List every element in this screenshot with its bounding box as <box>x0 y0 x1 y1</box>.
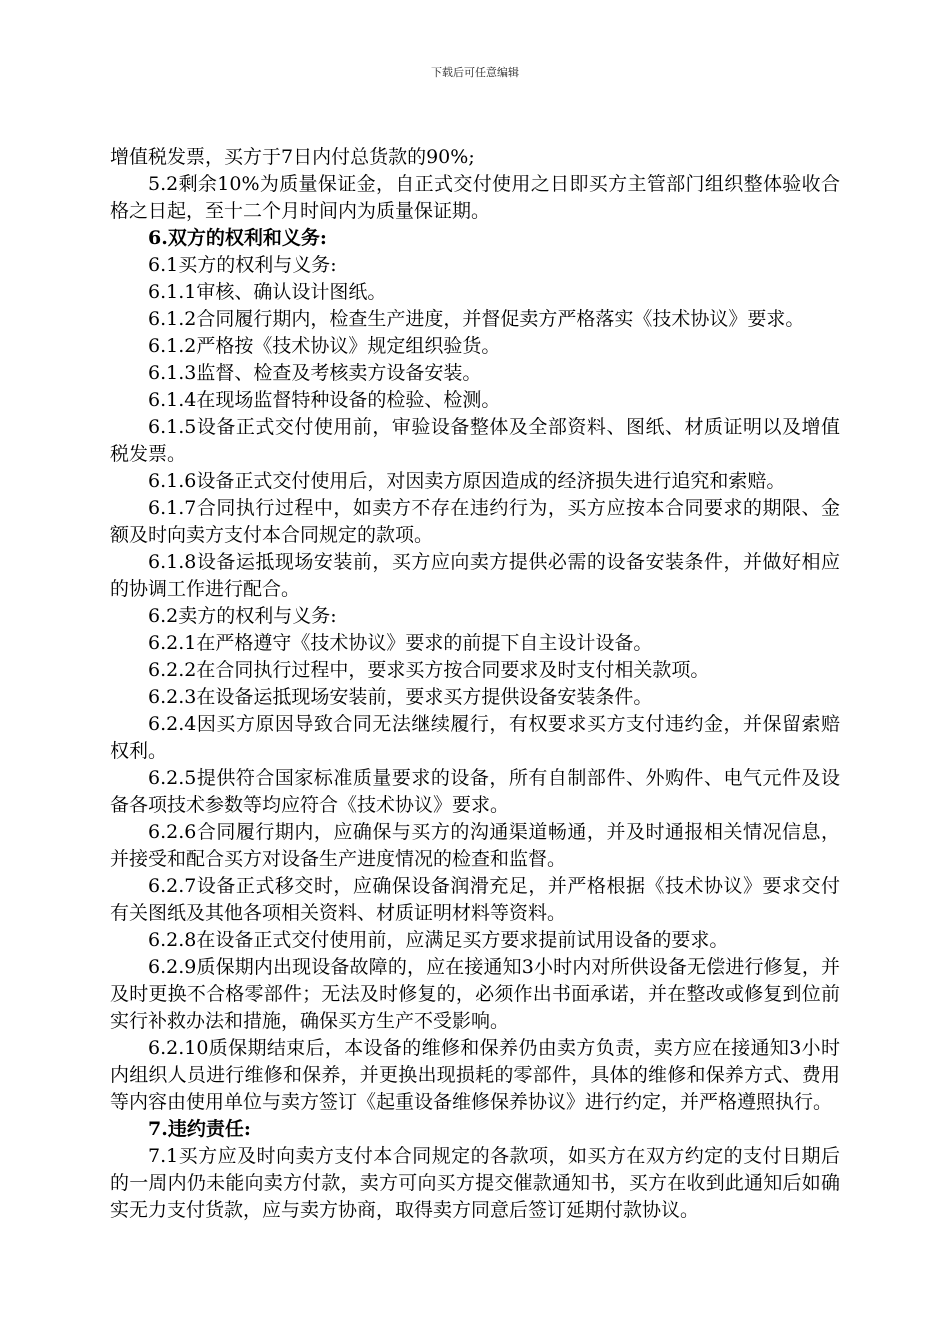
paragraph-6-2-3: 6.2.3在设备运抵现场安装前，要求买方提供设备安装条件。 <box>148 686 653 708</box>
paragraph-6-1-3: 6.1.3监督、检查及考核卖方设备安装。 <box>148 362 482 384</box>
section-heading-7: 7.违约责任: <box>148 1118 251 1140</box>
section-heading-6: 6.双方的权利和义务: <box>148 227 327 249</box>
paragraph-5-2: 5.2剩余10%为质量保证金，自正式交付使用之日即买方主管部门组织整体验收合格之日起，至十二个月时间内为质量保证期。 <box>110 173 840 222</box>
paragraph-7-1: 7.1买方应及时向卖方支付本合同规定的各款项，如买方在双方约定的支付日期后的一周内仍未能向卖方付款，卖方可向买方提交催款通知书，买方在收到此通知后如确实无力支付货款，应与卖方协商，取得卖方同意后签订延期付款协议。 <box>110 1145 840 1221</box>
paragraph-6-2-7: 6.2.7设备正式移交时，应确保设备润滑充足，并严格根据《技术协议》要求交付有关图纸及其他各项相关资料、材质证明材料等资料。 <box>110 875 840 924</box>
paragraph-6-1-5: 6.1.5设备正式交付使用前，审验设备整体及全部资料、图纸、材质证明以及增值税发票。 <box>110 416 840 465</box>
paragraph-6-2: 6.2卖方的权利与义务: <box>148 605 337 627</box>
paragraph-6-2-4: 6.2.4因买方原因导致合同无法继续履行，有权要求买方支付违约金，并保留索赔权利。 <box>110 713 840 762</box>
paragraph-6-1-2: 6.1.2合同履行期内，检查生产进度，并督促卖方严格落实《技术协议》要求。 <box>148 308 805 330</box>
paragraph-6-1: 6.1买方的权利与义务: <box>148 254 337 276</box>
paragraph-6-2-9: 6.2.9质保期内出现设备故障的，应在接通知3小时内对所供设备无偿进行修复，并及时更换不合格零部件；无法及时修复的，必须作出书面承诺，并在整改或修复到位前实行补救办法和措施，确保买方生产不受影响。 <box>110 956 840 1032</box>
paragraph-6-1-8: 6.1.8设备运抵现场安装前，买方应向卖方提供必需的设备安装条件，并做好相应的协调工作进行配合。 <box>110 551 840 600</box>
paragraph-6-1-1: 6.1.1审核、确认设计图纸。 <box>148 281 387 303</box>
paragraph-6-2-10: 6.2.10质保期结束后，本设备的维修和保养仍由卖方负责，卖方应在接通知3小时内组织人员进行维修和保养，并更换出现损耗的零部件，具体的维修和保养方式、费用等内容由使用单位与卖方签订《起重设备维修保养协议》进行约定，并严格遵照执行。 <box>110 1037 840 1113</box>
paragraph-6-1-7: 6.1.7合同执行过程中，如卖方不存在违约行为，买方应按本合同要求的期限、金额及时向卖方支付本合同规定的款项。 <box>110 497 840 546</box>
page-header: 下载后可任意编辑 <box>431 66 519 79</box>
paragraph-6-2-2: 6.2.2在合同执行过程中，要求买方按合同要求及时支付相关款项。 <box>148 659 710 681</box>
paragraph-6-1-6: 6.1.6设备正式交付使用后，对因卖方原因造成的经济损失进行追究和索赔。 <box>148 470 786 492</box>
paragraph-6-1-2b: 6.1.2严格按《技术协议》规定组织验货。 <box>148 335 501 357</box>
paragraph-6-2-5: 6.2.5提供符合国家标准质量要求的设备，所有自制部件、外购件、电气元件及设备各项技术参数等均应符合《技术协议》要求。 <box>110 767 840 816</box>
paragraph-6-2-8: 6.2.8在设备正式交付使用前，应满足买方要求提前试用设备的要求。 <box>148 929 729 951</box>
document-body <box>110 144 840 1224</box>
paragraph-6-2-6: 6.2.6合同履行期内，应确保与买方的沟通渠道畅通，并及时通报相关情况信息，并接受和配合买方对设备生产进度情况的检查和监督。 <box>110 821 840 870</box>
paragraph-6-1-4: 6.1.4在现场监督特种设备的检验、检测。 <box>148 389 501 411</box>
paragraph-6-2-1: 6.2.1在严格遵守《技术协议》要求的前提下自主设计设备。 <box>148 632 653 654</box>
paragraph-invoice-payment: 增值税发票，买方于7日内付总货款的90%; <box>110 146 475 168</box>
